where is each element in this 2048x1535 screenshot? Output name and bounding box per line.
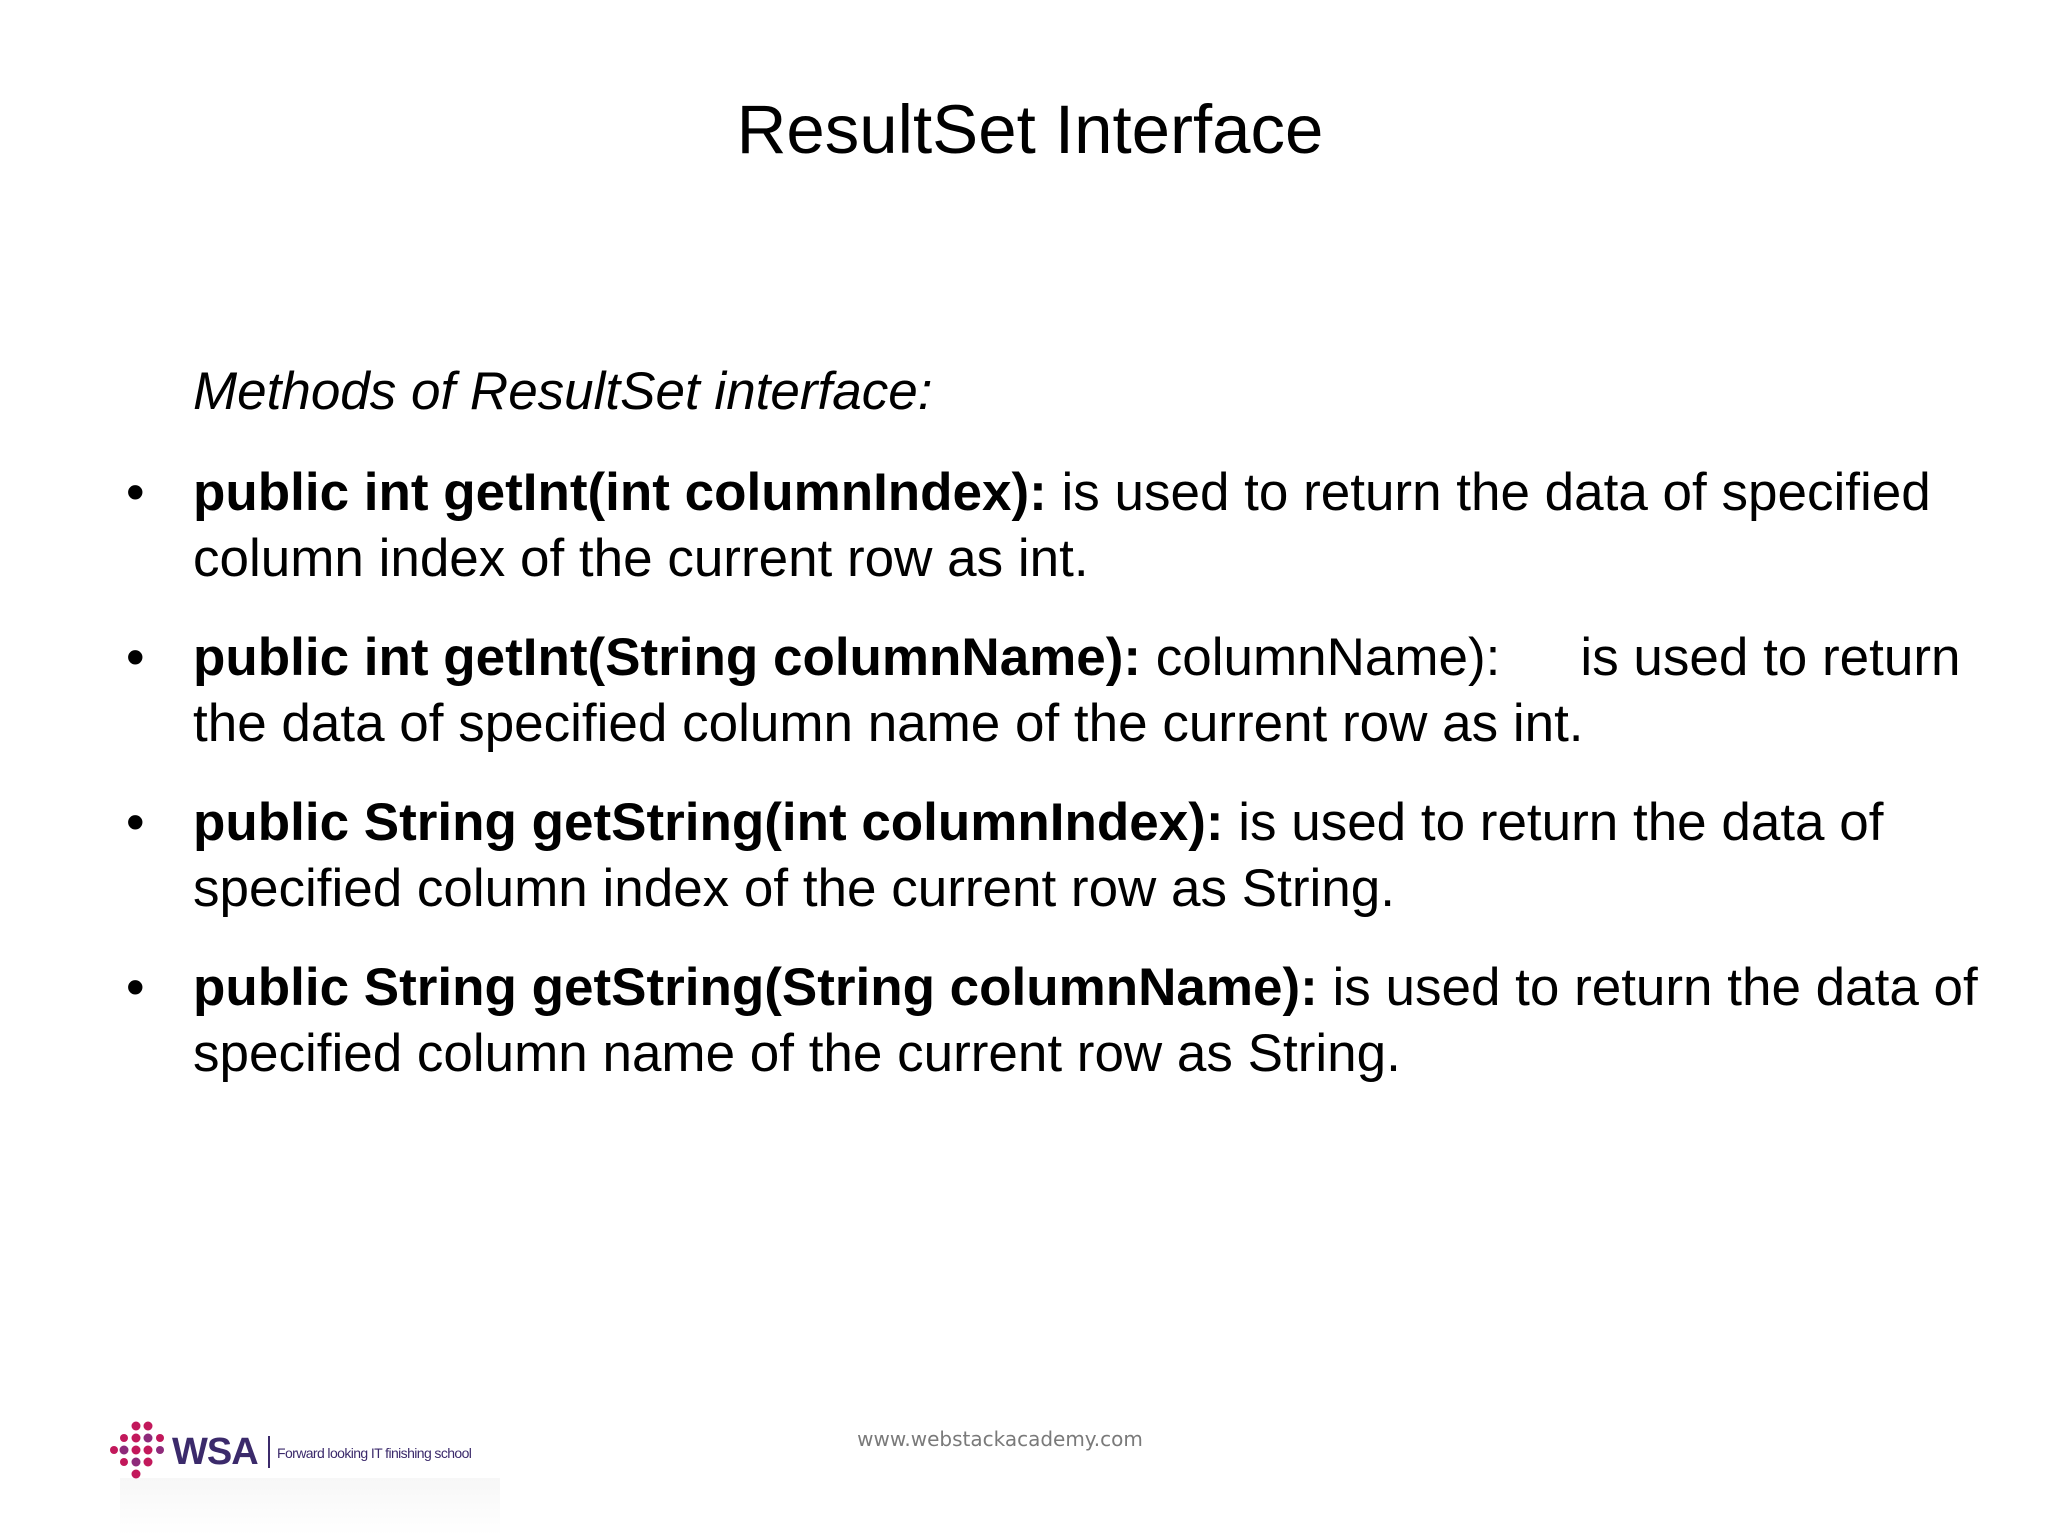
list-item — [0, 790, 2048, 922]
list-item — [0, 625, 2048, 757]
bullet-icon: • — [126, 958, 145, 1017]
bullet-icon: • — [126, 793, 145, 852]
logo-tagline: Forward looking IT finishing school — [277, 1445, 472, 1461]
logo-brand: WSA — [172, 1431, 258, 1473]
list-item — [0, 460, 2048, 592]
method-extra-text: columnName): — [1141, 628, 1501, 687]
footer-url: www.webstackacademy.com — [857, 1427, 1143, 1451]
method-signature: public String getString(String columnName): — [193, 958, 1318, 1017]
logo-shadow — [120, 1478, 500, 1535]
method-signature: public int getInt(String columnName): — [193, 628, 1142, 687]
method-signature: public int getInt(int columnIndex): — [193, 463, 1047, 522]
slide-title: ResultSet Interface — [736, 91, 1324, 168]
bullet-icon: • — [126, 628, 145, 687]
intro-text: Methods of ResultSet interface: — [193, 362, 933, 421]
list-item — [0, 955, 2048, 1087]
method-list — [0, 460, 2048, 1120]
method-signature: public String getString(int columnIndex): — [193, 793, 1224, 852]
bullet-icon: • — [126, 463, 145, 522]
method-description: is used to return the data of specified column index of the current row as int. — [193, 463, 1931, 588]
method-description: is used to return the data of specified column name of the current row as int. — [193, 628, 1961, 753]
method-description: is used to return the data of specified column name of the current row as String. — [193, 958, 1978, 1083]
method-description: is used to return the data of specified column index of the current row as String. — [193, 793, 1884, 918]
